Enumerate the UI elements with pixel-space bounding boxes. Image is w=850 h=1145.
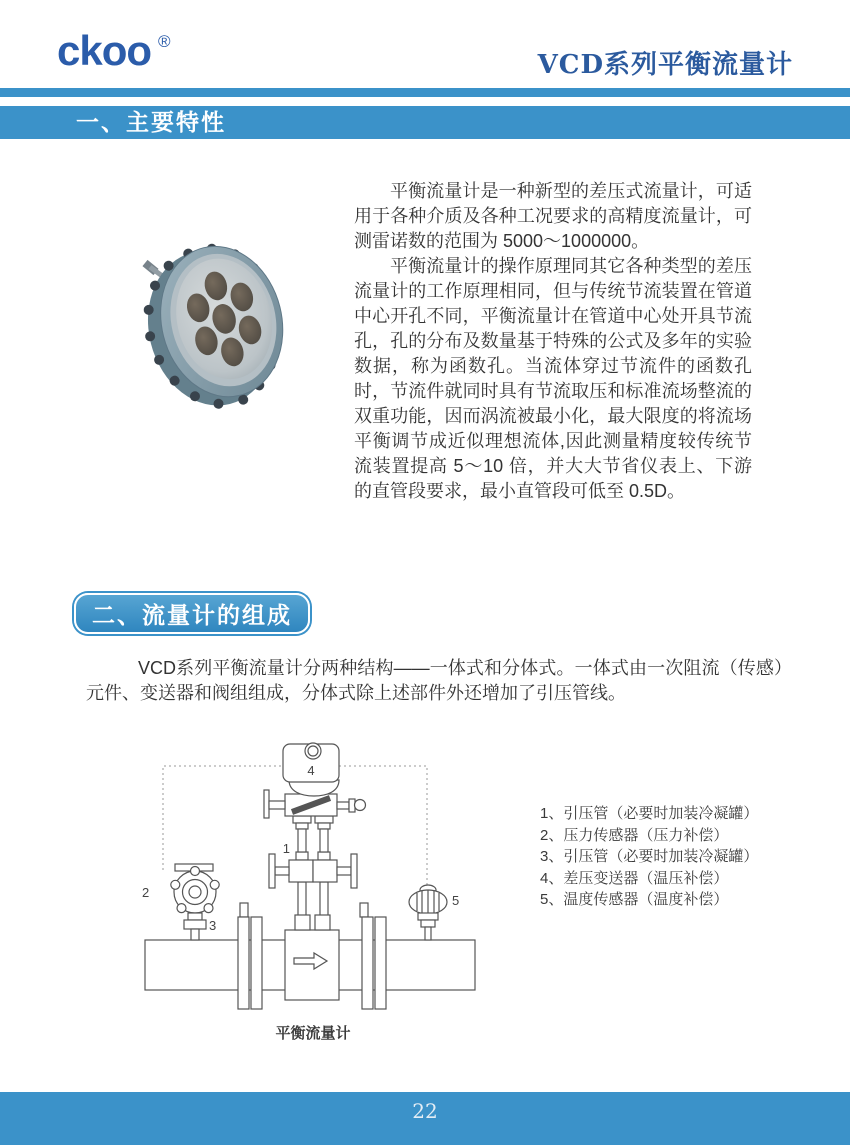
flowmeter-orifice-photo [140,228,300,418]
legend-item-1: 1、引压管（必要时加装冷凝罐） [540,805,759,822]
part-label-1: 1 [282,841,290,856]
diagram-caption: 平衡流量计 [275,1025,351,1042]
flowmeter-body [285,930,339,1000]
flange-body [140,230,300,418]
paragraph-2: 平衡流量计的操作原理同其它各种类型的差压流量计的工作原理相同，但与传统节流装置在管道中心开孔不同，平衡流量计在管道中心处开具节流孔，孔的分布及数量基于特殊的公式及多年的实验数据，称为函数孔。当流体穿过节流件的函数孔时，节流件就同时具有节流取压和标准流场整流的双重功能，因而涡流被最小化，最大限度的将流场平衡调节成近似理想流体,因此测量精度较传统节流装置提高 5～10 倍，并大大节省仪表上、下游的直管段要求，最小直管段可低至 0.5D。 [354,256,752,501]
diagram-legend [540,803,758,911]
section2-body [86,656,792,706]
isolation-valves [269,852,357,888]
registered-trademark-icon: ® [158,32,170,51]
impulse-pipe-unions [293,816,333,852]
legend-item-5: 5、温度传感器（温度补偿） [540,891,729,908]
product-photo [140,228,300,418]
part-label-2: 2 [142,885,150,900]
section1-body [354,179,752,504]
brand-logo [57,27,170,74]
header-divider-bar [0,88,850,97]
impulse-pipes [295,882,330,930]
section2-heading-pill [74,593,310,634]
section2-heading: 二、流量计的组成 [92,602,292,628]
legend-item-3: 3、引压管（必要时加装冷凝罐） [540,848,759,865]
brand-logo-text: ckoo [57,27,152,74]
paragraph-1: 平衡流量计是一种新型的差压式流量计，可适用于各种介质及各种工况要求的高精度流量计，可测雷诺数的范围为 5000～1000000。 [354,181,752,251]
flowmeter-assembly-drawing [130,722,530,1052]
legend-item-2: 2、压力传感器（压力补偿） [540,826,729,844]
section1-heading-bar [0,106,850,139]
part-label-4: 4 [307,763,315,778]
legend-item-4: 4、差压变送器（温压补偿） [540,869,729,887]
footer-bar [0,1092,850,1145]
installation-diagram [130,722,530,1052]
part-label-3: 3 [209,918,217,933]
temperature-sensor [409,885,447,940]
paragraph-3: VCD系列平衡流量计分两种结构——一体式和分体式。一体式由一次阻流（传感）元件、变送器和阀组组成，分体式除上述部件外还增加了引压管线。 [86,658,792,703]
section1-heading: 一、主要特性 [76,109,226,135]
document-title: VCD系列平衡流量计 [537,50,793,80]
page-number: 22 [412,1099,438,1123]
part-label-5: 5 [452,893,460,908]
